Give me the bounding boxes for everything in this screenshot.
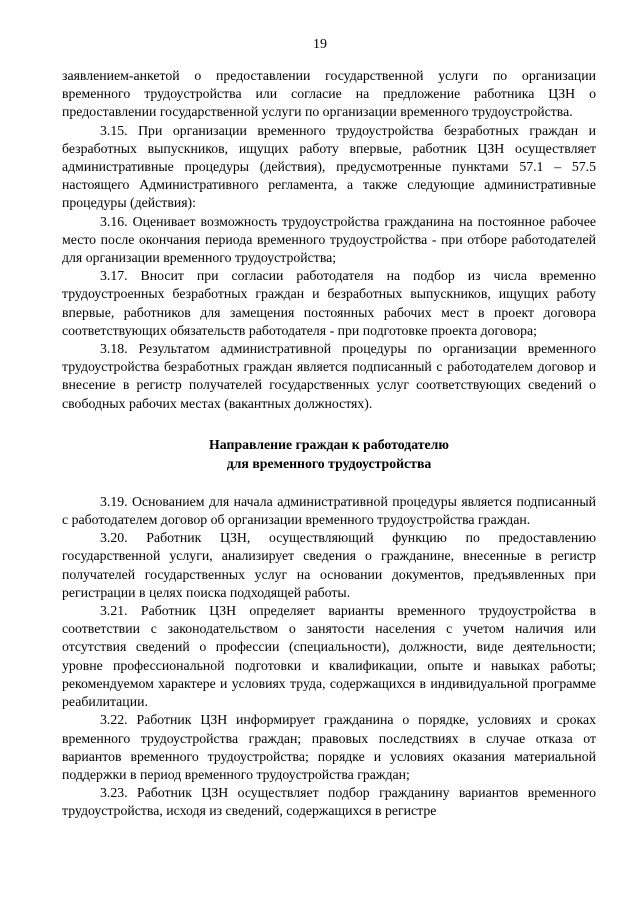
section-heading-line-2: для временного трудоустройства	[226, 455, 432, 471]
paragraph-3-22: 3.22. Работник ЦЗН информирует гражданина о порядке, условиях и сроках временного трудоустройства граждан; правовых последствиях в случае отказа от вариантов временного трудоустройства; порядке и условиях оказания материальной поддержки в период временного трудоустройства граждан;	[62, 712, 596, 782]
paragraph-3-21: 3.21. Работник ЦЗН определяет варианты временного трудоустройства в соответствии с законодательством о занятости населения с учетом наличия или отсутствия сведений о профессии (специальности), должности, виде деятельности; уровне профессиональной подготовки и квалификации, опыте и навыках работы; рекомендуемом характере и условиях труда, содержащихся в индивидуальной программе реабилитации.	[62, 603, 596, 710]
paragraph-3-19: 3.19. Основанием для начала административной процедуры является подписанный с работодателем договор об организации временного трудоустройства граждан.	[62, 493, 596, 528]
section-heading-line-1: Направление граждан к работодателю	[209, 436, 449, 452]
paragraph-continuation: заявлением-анкетой о предоставлении государственной услуги по организации временного трудоустройства или согласие на предложение работника ЦЗН о предоставлении государственной услуги по организации временного трудоустройства.	[62, 68, 596, 120]
document-body	[62, 67, 596, 821]
paragraph-3-20: 3.20. Работник ЦЗН, осуществляющий функцию по предоставлению государственной услуги, анализирует сведения о гражданине, внесенные в регистр получателей государственных услуг на основании документов, предъявленных при регистрации в целях поиска подходящей работы.	[62, 530, 596, 600]
paragraph-3-15: 3.15. При организации временного трудоустройства безработных граждан и безработных выпускников, ищущих работу впервые, работник ЦЗН осуществляет административные процедуры (действия), предусмотренные пунктами 57.1 – 57.5 настоящего Административного регламента, а также следующие административные процедуры (действия):	[62, 122, 596, 211]
paragraph-3-23: 3.23. Работник ЦЗН осуществляет подбор гражданину вариантов временного трудоустройства, исходя из сведений, содержащихся в регистре	[62, 785, 596, 819]
paragraph-3-17: 3.17. Вносит при согласии работодателя на подбор из числа временно трудоустроенных безработных граждан и безработных выпускников, ищущих работу впервые, работников для замещения постоянных рабочих мест в проект договора соответствующих обязательств работодателя - при подготовке проекта договора;	[62, 268, 596, 338]
section-heading	[62, 435, 596, 473]
paragraph-3-16: 3.16. Оценивает возможность трудоустройства гражданина на постоянное рабочее место после окончания периода временного трудоустройства - при отборе работодателей для организации временного трудоустройства;	[62, 213, 596, 266]
paragraph-3-18: 3.18. Результатом административной процедуры по организации временного трудоустройства безработных граждан является подписанный с работодателем договор и внесение в регистр получателей государственных услуг соответствующих сведений о свободных рабочих местах (вакантных должностях).	[62, 341, 596, 411]
page-number: 19	[313, 37, 327, 52]
